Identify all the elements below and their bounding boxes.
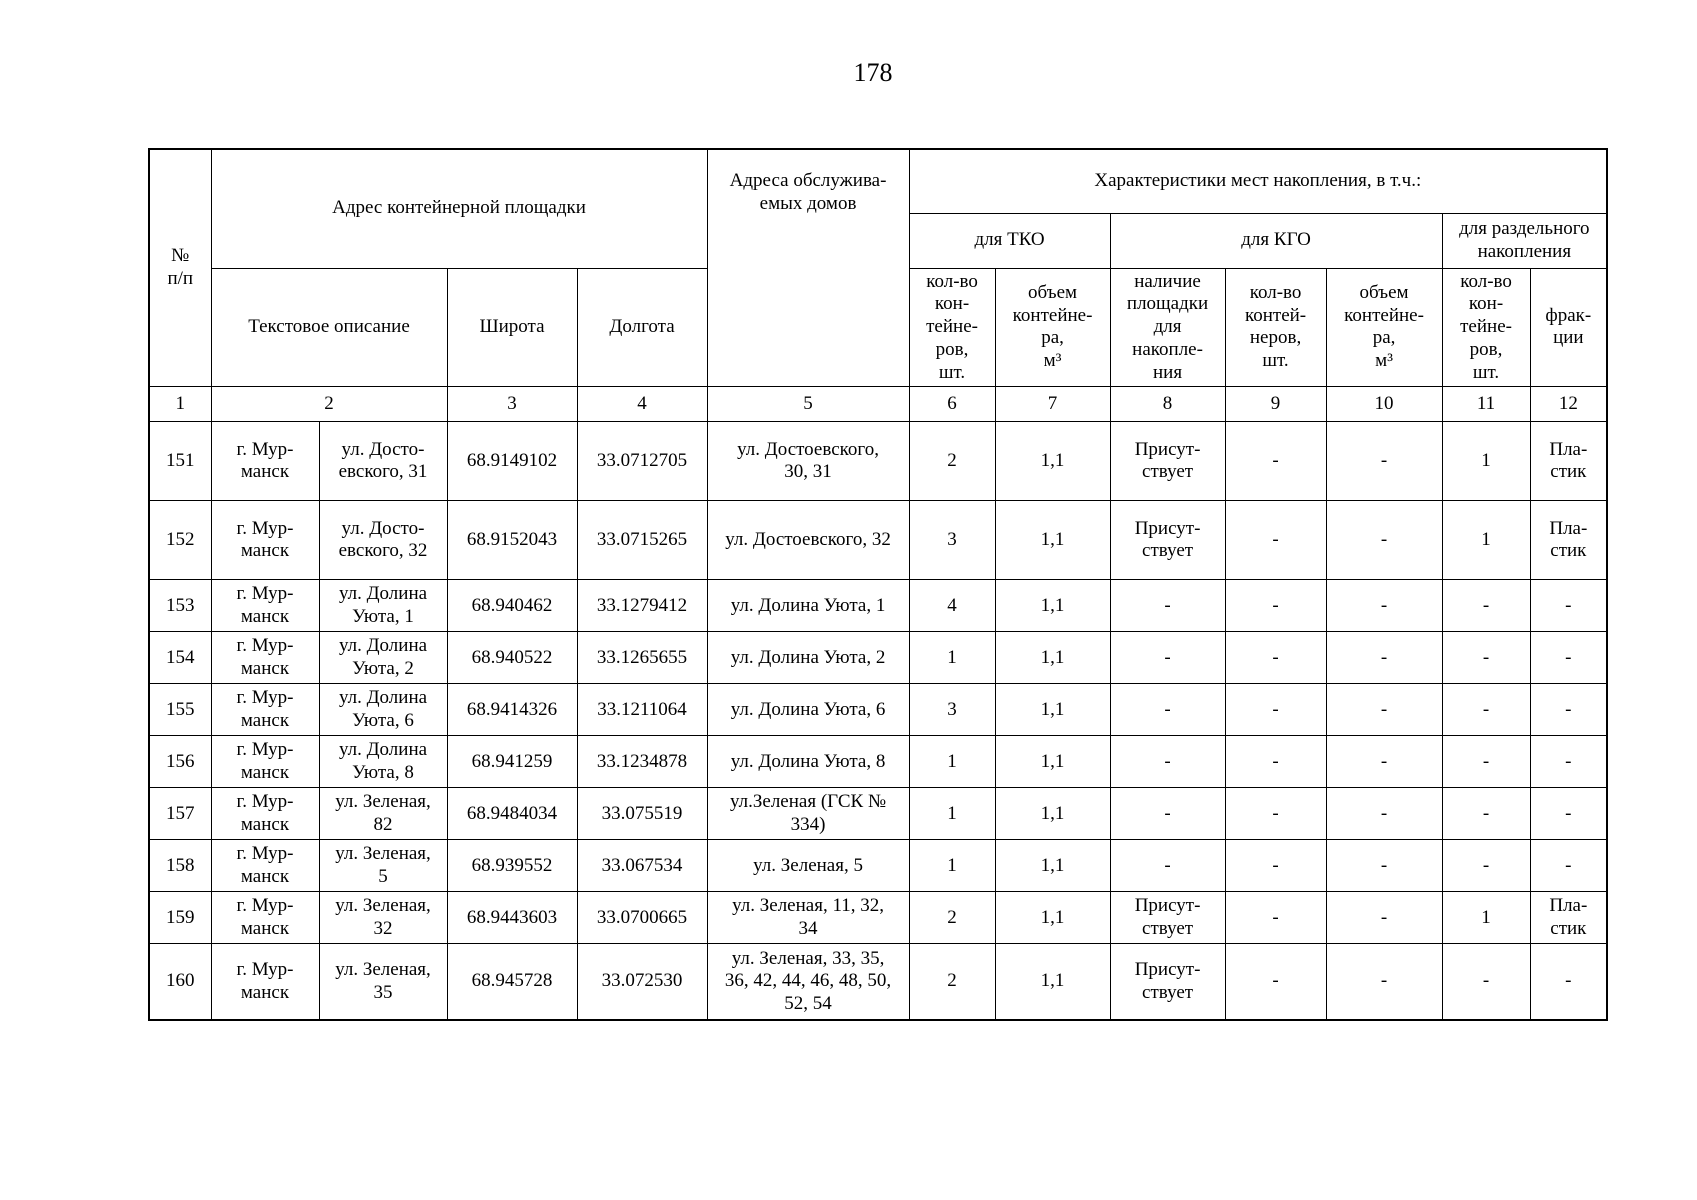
cell-separate-fraction: - <box>1530 840 1607 892</box>
cell-kgo-count: - <box>1225 501 1326 580</box>
cell-separate-count: 1 <box>1442 892 1530 944</box>
cell-separate-count: - <box>1442 736 1530 788</box>
cell-tko-count: 1 <box>909 632 995 684</box>
cell-kgo-presence: - <box>1110 580 1225 632</box>
cell-city: г. Мур- манск <box>211 788 319 840</box>
cell-city: г. Мур- манск <box>211 736 319 788</box>
container-sites-table <box>148 148 1608 1021</box>
col-number: 3 <box>447 387 577 422</box>
cell-row-number: 152 <box>149 501 211 580</box>
cell-latitude: 68.9152043 <box>447 501 577 580</box>
cell-tko-volume: 1,1 <box>995 736 1110 788</box>
col-number: 11 <box>1442 387 1530 422</box>
cell-tko-volume: 1,1 <box>995 684 1110 736</box>
cell-city: г. Мур- манск <box>211 632 319 684</box>
header-kgo-presence: наличие площадки для накопле- ния <box>1110 268 1225 387</box>
cell-street-address: ул. Долина Уюта, 8 <box>319 736 447 788</box>
cell-street-address: ул. Зеленая, 35 <box>319 944 447 1020</box>
header-tko-volume: объем контейне- ра, м³ <box>995 268 1110 387</box>
cell-longitude: 33.1234878 <box>577 736 707 788</box>
cell-served-houses: ул. Достоевского, 30, 31 <box>707 422 909 501</box>
cell-separate-count: - <box>1442 840 1530 892</box>
cell-tko-volume: 1,1 <box>995 944 1110 1020</box>
cell-tko-count: 4 <box>909 580 995 632</box>
cell-street-address: ул. Долина Уюта, 1 <box>319 580 447 632</box>
cell-kgo-volume: - <box>1326 580 1442 632</box>
cell-tko-count: 1 <box>909 788 995 840</box>
header-kgo: для КГО <box>1110 213 1442 268</box>
col-number: 2 <box>211 387 447 422</box>
cell-separate-count: 1 <box>1442 422 1530 501</box>
cell-longitude: 33.0700665 <box>577 892 707 944</box>
cell-separate-fraction: - <box>1530 944 1607 1020</box>
cell-served-houses: ул. Долина Уюта, 6 <box>707 684 909 736</box>
cell-longitude: 33.1211064 <box>577 684 707 736</box>
col-number: 9 <box>1225 387 1326 422</box>
cell-kgo-volume: - <box>1326 422 1442 501</box>
header-latitude: Широта <box>447 268 577 387</box>
column-number-row <box>149 387 1607 422</box>
cell-separate-fraction: - <box>1530 788 1607 840</box>
cell-kgo-volume: - <box>1326 684 1442 736</box>
cell-kgo-presence: - <box>1110 840 1225 892</box>
col-number: 8 <box>1110 387 1225 422</box>
cell-longitude: 33.0712705 <box>577 422 707 501</box>
cell-tko-count: 2 <box>909 944 995 1020</box>
cell-tko-volume: 1,1 <box>995 788 1110 840</box>
table-row <box>149 788 1607 840</box>
cell-kgo-count: - <box>1225 840 1326 892</box>
cell-latitude: 68.9443603 <box>447 892 577 944</box>
cell-kgo-volume: - <box>1326 788 1442 840</box>
table-row <box>149 580 1607 632</box>
cell-kgo-count: - <box>1225 422 1326 501</box>
cell-kgo-volume: - <box>1326 632 1442 684</box>
table-row <box>149 892 1607 944</box>
page-number: 178 <box>853 58 893 87</box>
cell-served-houses: ул.Зеленая (ГСК № 334) <box>707 788 909 840</box>
col-number: 12 <box>1530 387 1607 422</box>
table-row <box>149 632 1607 684</box>
header-text-description: Текстовое описание <box>211 268 447 387</box>
col-number: 10 <box>1326 387 1442 422</box>
table-row <box>149 501 1607 580</box>
col-number: 5 <box>707 387 909 422</box>
cell-kgo-presence: Присут- ствует <box>1110 422 1225 501</box>
cell-tko-count: 2 <box>909 892 995 944</box>
cell-kgo-count: - <box>1225 632 1326 684</box>
cell-kgo-presence: - <box>1110 736 1225 788</box>
cell-kgo-count: - <box>1225 684 1326 736</box>
col-number: 6 <box>909 387 995 422</box>
table-row <box>149 684 1607 736</box>
cell-separate-fraction: Пла- стик <box>1530 501 1607 580</box>
cell-latitude: 68.9149102 <box>447 422 577 501</box>
cell-kgo-volume: - <box>1326 736 1442 788</box>
cell-kgo-volume: - <box>1326 944 1442 1020</box>
cell-street-address: ул. Зеленая, 82 <box>319 788 447 840</box>
cell-row-number: 156 <box>149 736 211 788</box>
cell-longitude: 33.067534 <box>577 840 707 892</box>
cell-street-address: ул. Досто- евского, 32 <box>319 501 447 580</box>
cell-separate-count: - <box>1442 684 1530 736</box>
cell-kgo-volume: - <box>1326 892 1442 944</box>
cell-kgo-volume: - <box>1326 501 1442 580</box>
cell-city: г. Мур- манск <box>211 892 319 944</box>
cell-kgo-count: - <box>1225 788 1326 840</box>
cell-longitude: 33.1279412 <box>577 580 707 632</box>
table-row <box>149 944 1607 1020</box>
cell-tko-volume: 1,1 <box>995 580 1110 632</box>
cell-latitude: 68.9484034 <box>447 788 577 840</box>
cell-served-houses: ул. Долина Уюта, 2 <box>707 632 909 684</box>
header-separate-count: кол-во кон- тейне- ров, шт. <box>1442 268 1530 387</box>
cell-kgo-count: - <box>1225 580 1326 632</box>
cell-row-number: 155 <box>149 684 211 736</box>
cell-tko-volume: 1,1 <box>995 840 1110 892</box>
cell-kgo-presence: Присут- ствует <box>1110 892 1225 944</box>
cell-longitude: 33.0715265 <box>577 501 707 580</box>
cell-row-number: 159 <box>149 892 211 944</box>
cell-latitude: 68.945728 <box>447 944 577 1020</box>
cell-city: г. Мур- манск <box>211 580 319 632</box>
table-row <box>149 422 1607 501</box>
cell-kgo-presence: Присут- ствует <box>1110 501 1225 580</box>
cell-longitude: 33.1265655 <box>577 632 707 684</box>
cell-row-number: 157 <box>149 788 211 840</box>
cell-kgo-volume: - <box>1326 840 1442 892</box>
col-number: 7 <box>995 387 1110 422</box>
cell-longitude: 33.075519 <box>577 788 707 840</box>
table-body <box>149 422 1607 1020</box>
cell-latitude: 68.9414326 <box>447 684 577 736</box>
cell-separate-fraction: - <box>1530 736 1607 788</box>
cell-row-number: 158 <box>149 840 211 892</box>
cell-separate-fraction: Пла- стик <box>1530 422 1607 501</box>
cell-city: г. Мур- манск <box>211 840 319 892</box>
cell-tko-volume: 1,1 <box>995 892 1110 944</box>
cell-latitude: 68.940522 <box>447 632 577 684</box>
cell-row-number: 154 <box>149 632 211 684</box>
cell-street-address: ул. Зеленая, 32 <box>319 892 447 944</box>
table-row <box>149 736 1607 788</box>
cell-separate-fraction: - <box>1530 632 1607 684</box>
header-characteristics: Характеристики мест накопления, в т.ч.: <box>909 149 1607 213</box>
cell-row-number: 160 <box>149 944 211 1020</box>
cell-latitude: 68.940462 <box>447 580 577 632</box>
cell-latitude: 68.939552 <box>447 840 577 892</box>
cell-street-address: ул. Долина Уюта, 6 <box>319 684 447 736</box>
cell-separate-fraction: - <box>1530 684 1607 736</box>
cell-tko-count: 2 <box>909 422 995 501</box>
cell-separate-count: - <box>1442 788 1530 840</box>
cell-kgo-presence: Присут- ствует <box>1110 944 1225 1020</box>
cell-served-houses: ул. Зеленая, 11, 32, 34 <box>707 892 909 944</box>
cell-city: г. Мур- манск <box>211 501 319 580</box>
cell-row-number: 153 <box>149 580 211 632</box>
cell-separate-fraction: - <box>1530 580 1607 632</box>
cell-street-address: ул. Зеленая, 5 <box>319 840 447 892</box>
header-longitude: Долгота <box>577 268 707 387</box>
header-separate: для раздельного накопления <box>1442 213 1607 268</box>
cell-street-address: ул. Долина Уюта, 2 <box>319 632 447 684</box>
cell-tko-volume: 1,1 <box>995 501 1110 580</box>
cell-separate-count: 1 <box>1442 501 1530 580</box>
cell-kgo-count: - <box>1225 892 1326 944</box>
cell-served-houses: ул. Зеленая, 5 <box>707 840 909 892</box>
header-kgo-count: кол-во контей- неров, шт. <box>1225 268 1326 387</box>
cell-city: г. Мур- манск <box>211 944 319 1020</box>
table-row <box>149 840 1607 892</box>
cell-tko-count: 1 <box>909 736 995 788</box>
header-kgo-volume: объем контейне- ра, м³ <box>1326 268 1442 387</box>
cell-separate-fraction: Пла- стик <box>1530 892 1607 944</box>
cell-served-houses: ул. Долина Уюта, 1 <box>707 580 909 632</box>
cell-tko-count: 3 <box>909 501 995 580</box>
cell-served-houses: ул. Долина Уюта, 8 <box>707 736 909 788</box>
header-address-group: Адрес контейнерной площадки <box>211 149 707 268</box>
cell-tko-count: 3 <box>909 684 995 736</box>
cell-city: г. Мур- манск <box>211 684 319 736</box>
cell-tko-volume: 1,1 <box>995 632 1110 684</box>
col-number: 1 <box>149 387 211 422</box>
col-number: 4 <box>577 387 707 422</box>
cell-separate-count: - <box>1442 580 1530 632</box>
header-separate-fraction: фрак- ции <box>1530 268 1607 387</box>
cell-separate-count: - <box>1442 944 1530 1020</box>
cell-kgo-presence: - <box>1110 684 1225 736</box>
cell-city: г. Мур- манск <box>211 422 319 501</box>
cell-kgo-presence: - <box>1110 632 1225 684</box>
header-tko-count: кол-во кон- тейне- ров, шт. <box>909 268 995 387</box>
cell-kgo-count: - <box>1225 736 1326 788</box>
cell-longitude: 33.072530 <box>577 944 707 1020</box>
cell-served-houses: ул. Достоевского, 32 <box>707 501 909 580</box>
cell-kgo-count: - <box>1225 944 1326 1020</box>
header-no: № п/п <box>149 149 211 387</box>
cell-tko-volume: 1,1 <box>995 422 1110 501</box>
cell-latitude: 68.941259 <box>447 736 577 788</box>
cell-row-number: 151 <box>149 422 211 501</box>
cell-separate-count: - <box>1442 632 1530 684</box>
cell-kgo-presence: - <box>1110 788 1225 840</box>
cell-street-address: ул. Досто- евского, 31 <box>319 422 447 501</box>
header-served-houses: Адреса обслужива- емых домов <box>707 149 909 387</box>
header-tko: для ТКО <box>909 213 1110 268</box>
cell-tko-count: 1 <box>909 840 995 892</box>
cell-served-houses: ул. Зеленая, 33, 35, 36, 42, 44, 46, 48, 50, 52, 54 <box>707 944 909 1020</box>
